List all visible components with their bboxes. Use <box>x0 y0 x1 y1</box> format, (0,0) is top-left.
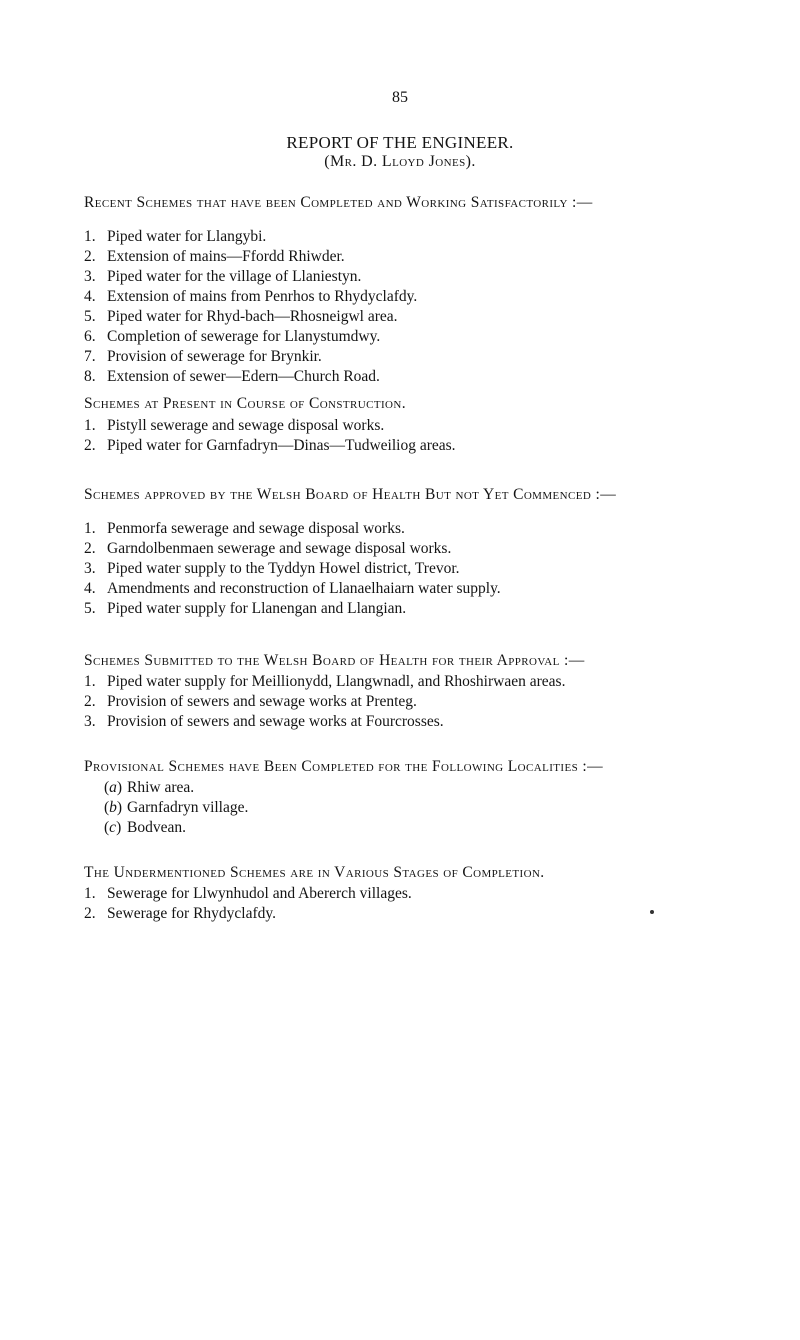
item-text: Piped water supply for Meillionydd, Llangwnadl, and Rhoshirwaen areas. <box>107 673 566 690</box>
list-item <box>84 227 784 247</box>
item-letter-close: ) <box>116 799 123 816</box>
item-text: Piped water for Llangybi. <box>107 228 267 245</box>
section-provisional-schemes <box>84 757 784 838</box>
submitted-schemes-list <box>84 672 784 732</box>
item-number: 6. <box>84 328 96 345</box>
item-letter-char: a <box>109 779 117 796</box>
item-letter-open: ( <box>104 799 110 816</box>
item-text: Piped water for the village of Llaniestyn. <box>107 268 362 285</box>
item-number: 2. <box>84 693 96 710</box>
page-number: 85 <box>392 89 408 106</box>
item-text: Sewerage for Rhydyclafdy. <box>107 905 277 922</box>
list-item <box>84 712 784 732</box>
approved-schemes-list <box>84 519 784 619</box>
item-text: Provision of sewers and sewage works at Fourcrosses. <box>107 713 444 730</box>
section-completed-schemes <box>84 193 784 387</box>
item-text: Provision of sewerage for Brynkir. <box>107 348 322 365</box>
section-heading: Recent Schemes that have been Completed and Working Satisfactorily :— <box>84 194 593 211</box>
item-letter-close: ) <box>116 819 122 836</box>
item-text: Piped water for Rhyd-bach—Rhosneigwl area. <box>107 308 398 325</box>
item-number: 2. <box>84 905 96 922</box>
item-text: Garnfadryn village. <box>127 799 249 816</box>
item-number: 3. <box>84 268 96 285</box>
item-number: 4. <box>84 580 96 597</box>
item-number: 2. <box>84 437 96 454</box>
section-heading: Schemes at Present in Course of Construction. <box>84 395 407 412</box>
section-heading: Schemes approved by the Welsh Board of Health But not Yet Commenced :— <box>84 486 617 503</box>
item-number: 1. <box>84 885 96 902</box>
list-item <box>84 599 784 619</box>
item-text: Pistyll sewerage and sewage disposal works. <box>107 417 385 434</box>
list-item <box>84 327 784 347</box>
item-letter-open: ( <box>104 819 110 836</box>
item-text: Extension of sewer—Edern—Church Road. <box>107 368 380 385</box>
list-item <box>84 416 784 436</box>
list-item <box>84 778 784 798</box>
report-subtitle: (Mr. D. Lloyd Jones). <box>324 153 476 170</box>
item-text: Piped water supply for Llanengan and Llangian. <box>107 600 407 617</box>
item-number: 1. <box>84 673 96 690</box>
completed-schemes-list <box>84 227 784 387</box>
item-number: 5. <box>84 308 96 325</box>
list-item <box>84 904 784 924</box>
section-approved-not-commenced <box>84 485 784 619</box>
list-item <box>84 884 784 904</box>
item-number: 2. <box>84 540 96 557</box>
list-item <box>84 367 784 387</box>
item-text: Penmorfa sewerage and sewage disposal works. <box>107 520 405 537</box>
item-number: 1. <box>84 228 96 245</box>
item-letter <box>104 798 127 818</box>
item-letter-close: ) <box>116 779 123 796</box>
item-number: 1. <box>84 417 96 434</box>
item-letter-open: ( <box>104 779 110 796</box>
ink-speck <box>650 910 654 914</box>
section-various-stages <box>84 863 784 924</box>
item-text: Bodvean. <box>127 819 186 836</box>
various-stages-list <box>84 884 784 924</box>
item-number: 3. <box>84 560 96 577</box>
item-number: 2. <box>84 248 96 265</box>
item-letter-char: b <box>109 799 117 816</box>
under-construction-list <box>84 416 784 456</box>
item-number: 1. <box>84 520 96 537</box>
item-text: Rhiw area. <box>127 779 195 796</box>
item-number: 7. <box>84 348 96 365</box>
provisional-schemes-list <box>84 778 784 838</box>
item-text: Amendments and reconstruction of Llanaelhaiarn water supply. <box>107 580 501 597</box>
list-item <box>84 559 784 579</box>
list-item <box>84 798 784 818</box>
list-item <box>84 247 784 267</box>
section-under-construction <box>84 394 784 456</box>
item-text: Piped water supply to the Tyddyn Howel district, Trevor. <box>107 560 460 577</box>
section-heading: Provisional Schemes have Been Completed for the Following Localities :— <box>84 758 603 775</box>
item-number: 8. <box>84 368 96 385</box>
item-text: Extension of mains—Ffordd Rhiwder. <box>107 248 345 265</box>
section-submitted-for-approval <box>84 651 784 732</box>
item-letter <box>104 778 127 798</box>
item-text: Garndolbenmaen sewerage and sewage disposal works. <box>107 540 452 557</box>
item-number: 4. <box>84 288 96 305</box>
list-item <box>84 307 784 327</box>
item-number: 5. <box>84 600 96 617</box>
section-heading: Schemes Submitted to the Welsh Board of Health for their Approval :— <box>84 652 585 669</box>
list-item <box>84 287 784 307</box>
item-letter-char: c <box>109 819 117 836</box>
list-item <box>84 436 784 456</box>
list-item <box>84 539 784 559</box>
list-item <box>84 692 784 712</box>
list-item <box>84 267 784 287</box>
list-item <box>84 519 784 539</box>
report-title: REPORT OF THE ENGINEER. <box>286 133 514 152</box>
section-heading: The Undermentioned Schemes are in Various Stages of Completion. <box>84 864 545 881</box>
item-text: Piped water for Garnfadryn—Dinas—Tudweiliog areas. <box>107 437 456 454</box>
list-item <box>84 579 784 599</box>
item-text: Extension of mains from Penrhos to Rhydyclafdy. <box>107 288 418 305</box>
item-number: 3. <box>84 713 96 730</box>
list-item <box>84 672 784 692</box>
item-text: Provision of sewers and sewage works at Prenteg. <box>107 693 417 710</box>
list-item <box>84 347 784 367</box>
list-item <box>84 818 784 838</box>
item-text: Sewerage for Llwynhudol and Abererch villages. <box>107 885 412 902</box>
item-letter <box>104 818 127 838</box>
item-text: Completion of sewerage for Llanystumdwy. <box>107 328 381 345</box>
